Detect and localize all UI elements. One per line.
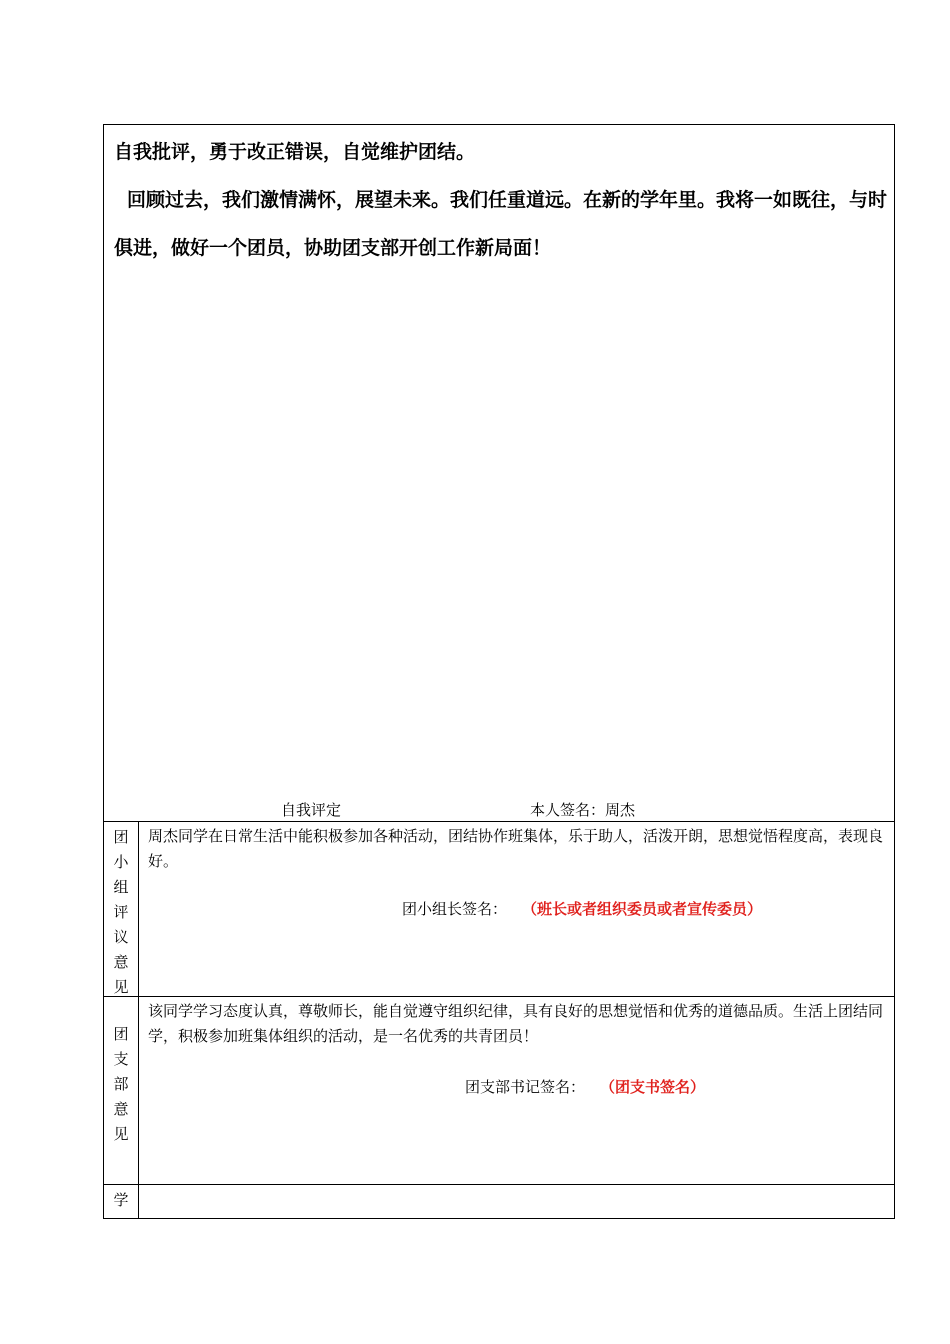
school-review-row (104, 1185, 894, 1218)
branch-review-label-char: 见 (113, 1125, 129, 1143)
group-leader-signature-note: （班长或者组织委员或者宣传委员） (522, 900, 763, 918)
branch-review-label-char: 部 (113, 1075, 129, 1093)
self-signature-label: 本人签名：周杰 (530, 801, 636, 819)
group-review-label-char: 评 (113, 903, 129, 921)
group-review-row (104, 822, 894, 997)
self-assessment-paragraph-2: 回顾过去，我们激情满怀，展望未来。我们任重道远。在新的学年里。我将一如既往，与时俱进，做好一个团员，协助团支部开创工作新局面！ (114, 189, 888, 259)
branch-review-label-char: 支 (113, 1050, 129, 1068)
group-review-label-char: 意 (113, 953, 129, 971)
branch-review-row (104, 997, 894, 1185)
group-review-label-char: 团 (113, 828, 129, 846)
group-review-text: 周杰同学在日常生活中能积极参加各种活动，团结协作班集体，乐于助人，活泼开朗，思想觉悟程度高，表现良好。 (148, 827, 884, 870)
group-review-label-char: 小 (113, 853, 129, 871)
branch-secretary-signature-note: （团支书签名） (600, 1078, 706, 1096)
self-assessment-label: 自我评定 (281, 801, 342, 819)
school-review-label (104, 1185, 139, 1218)
group-leader-signature-label: 团小组长签名： (402, 900, 508, 918)
group-review-label-char: 议 (113, 928, 129, 946)
evaluation-form (103, 124, 895, 1219)
self-assessment-section (104, 125, 894, 822)
branch-review-label-char: 团 (113, 1025, 129, 1043)
group-review-label-char: 见 (113, 978, 129, 996)
branch-review-label-char: 意 (113, 1100, 129, 1118)
group-review-label-char: 组 (113, 878, 129, 896)
school-review-label-char: 学 (113, 1191, 129, 1209)
self-assessment-paragraph-1: 自我批评，勇于改正错误，自觉维护团结。 (114, 141, 476, 163)
branch-secretary-signature-label: 团支部书记签名： (465, 1078, 586, 1096)
group-review-label (104, 822, 139, 996)
branch-review-label (104, 997, 139, 1184)
branch-review-text: 该同学学习态度认真，尊敬师长，能自觉遵守组织纪律，具有良好的思想觉悟和优秀的道德品质。生活上团结同学，积极参加班集体组织的活动，是一名优秀的共青团员！ (148, 1002, 884, 1045)
